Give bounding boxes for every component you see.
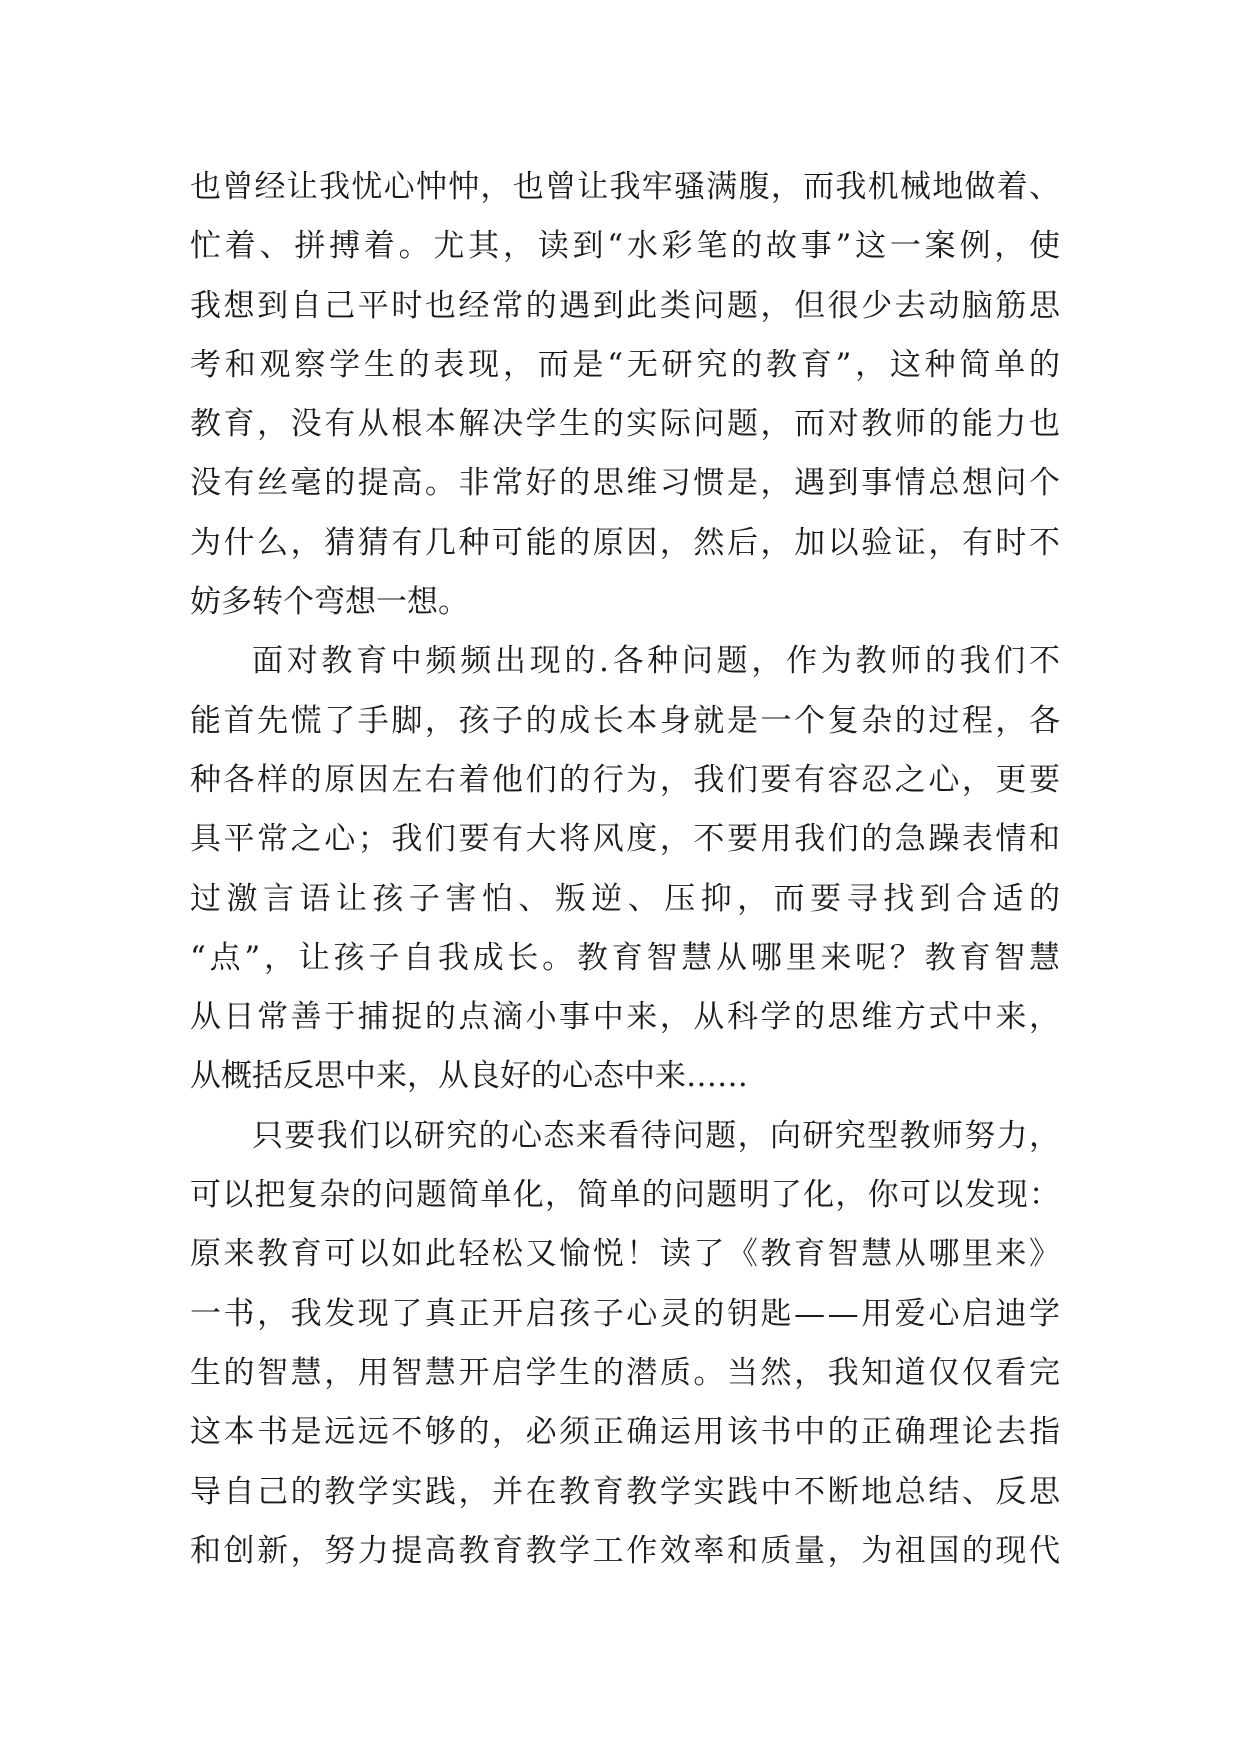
text-line: 我想到自己平时也经常的遇到此类问题，但很少去动脑筋思 xyxy=(190,287,1063,324)
text-line: 种各样的原因左右着他们的行为，我们要有容忍之心，更要 xyxy=(190,761,1063,798)
text-line: 过激言语让孩子害怕、叛逆、压抑，而要寻找到合适的 xyxy=(190,880,1066,917)
text-line: 教育，没有从根本解决学生的实际问题，而对教师的能力也 xyxy=(190,406,1063,443)
text-line: 也曾经让我忧心忡忡，也曾让我牢骚满腹，而我机械地做着、 xyxy=(190,169,1062,205)
text-line: 妨多转个弯想一想。 xyxy=(190,584,469,621)
text-line: 这本书是远远不够的，必须正确运用该书中的正确理论去指 xyxy=(190,1414,1063,1451)
text-line: 没有丝毫的提高。非常好的思维习惯是，遇到事情总想问个 xyxy=(190,465,1063,502)
text-line: 为什么，猜猜有几种可能的原因，然后，加以验证，有时不 xyxy=(190,524,1063,561)
text-line: 和创新，努力提高教育教学工作效率和质量，为祖国的现代 xyxy=(190,1532,1063,1569)
text-line: “点”，让孩子自我成长。教育智慧从哪里来呢？教育智慧 xyxy=(190,939,1064,976)
text-line: 一书，我发现了真正开启孩子心灵的钥匙——用爱心启迪学 xyxy=(190,1295,1063,1332)
text-line: 考和观察学生的表现，而是“无研究的教育”，这种简单的 xyxy=(190,346,1064,383)
text-line: 能首先慌了手脚，孩子的成长本身就是一个复杂的过程，各 xyxy=(190,702,1063,739)
text-line: 导自己的教学实践，并在教育教学实践中不断地总结、反思 xyxy=(190,1473,1063,1510)
text-line: 原来教育可以如此轻松又愉悦！读了《教育智慧从哪里来》 xyxy=(190,1236,1063,1273)
text-line: 忙着、拼搏着。尤其，读到“水彩笔的故事”这一案例，使 xyxy=(190,228,1064,265)
paragraph-first-line: 只要我们以研究的心态来看待问题，向研究型教师努力， xyxy=(252,1117,1062,1154)
text-line: 从日常善于捕捉的点滴小事中来，从科学的思维方式中来， xyxy=(190,999,1063,1036)
text-line: 从概括反思中来，从良好的心态中来…… xyxy=(190,1058,748,1095)
paragraph-first-line: 面对教育中频频出现的.各种问题，作为教师的我们不 xyxy=(252,643,1064,680)
text-line: 可以把复杂的问题简单化，简单的问题明了化，你可以发现： xyxy=(190,1177,1062,1214)
text-line: 生的智慧，用智慧开启学生的潜质。当然，我知道仅仅看完 xyxy=(190,1354,1063,1391)
text-line: 具平常之心；我们要有大将风度，不要用我们的急躁表情和 xyxy=(190,821,1063,858)
body-text xyxy=(190,158,1066,1581)
